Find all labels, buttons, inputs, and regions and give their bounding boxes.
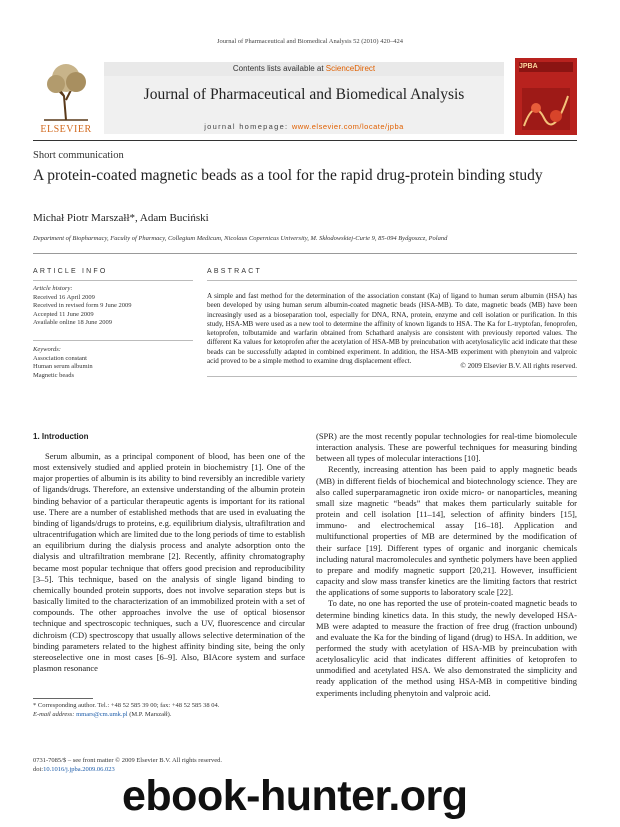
article-title: A protein-coated magnetic beads as a tool for the rapid drug-protein binding study [33, 167, 543, 184]
article-type: Short communication [33, 150, 124, 161]
contents-prefix: Contents lists available at [232, 64, 326, 73]
paragraph: Recently, increasing attention has been paid to apply magnetic beads (MB) in different fields of biochemical and biotechnology science. They are also called superparamagnetic iron oxide micro- or nanoparticles, meaning small size magnetic “beads” that makes them particularly suitable for protein and cell isolation [11–14], selection of affinity binders [15], immuno- and electrochemical assay [16–18]. Application and multifunctional properties of MB are determined by the modification of their surface [19]. Different types of organic and inorganic chemicals including natural macromolecules and synthetic polymers have been applied to prepare and modify magnetic support [20,21]. However, insufficient capacity and slow mass transfer kinetics are the limiting factors that restrict the applications of some supports to laboratory scale [22]. [316, 464, 577, 598]
body-column-right [316, 431, 577, 699]
journal-homepage [104, 122, 504, 131]
cover-art [522, 88, 570, 130]
keyword-item: Magnetic beads [33, 371, 74, 379]
doi-link[interactable]: 10.1016/j.jpba.2009.06.023 [43, 765, 115, 773]
abstract-rule [207, 280, 577, 281]
abstract-end-rule [207, 376, 577, 377]
footnote [33, 702, 305, 719]
email-line [33, 711, 305, 720]
email-suffix: (M.P. Marszałł). [127, 710, 172, 718]
running-header: Journal of Pharmaceutical and Biomedical Analysis 52 (2010) 420–424 [217, 38, 403, 45]
footnote-rule [33, 698, 93, 699]
history-item: Received 16 April 2009 [33, 293, 95, 301]
history-item: Accepted 11 June 2009 [33, 310, 94, 318]
cover-title: JPBA [519, 63, 538, 70]
section-heading-introduction: 1. Introduction [33, 432, 89, 441]
watermark: ebook-hunter.org [122, 772, 468, 820]
history-item: Received in revised form 9 June 2009 [33, 302, 132, 310]
history-label: Article history: [33, 285, 73, 292]
history-item: Available online 18 June 2009 [33, 319, 112, 327]
homepage-link[interactable]: www.elsevier.com/locate/jpba [291, 122, 404, 131]
affiliation: Department of Biopharmacy, Faculty of Pharmacy, Collegium Medicum, Nicolaus Copernicus University, M. Skłodowskiej-Curie 9, 85-094 Bydgoszcz, Poland [33, 235, 448, 242]
title-rule [33, 253, 577, 254]
issn-line: 0731-7085/$ – see front matter © 2009 Elsevier B.V. All rights reserved. [33, 757, 222, 764]
keywords-rule [33, 340, 193, 341]
journal-title: Journal of Pharmaceutical and Biomedical Analysis [143, 86, 465, 103]
doi-label: doi: [33, 765, 44, 773]
header-rule [33, 140, 577, 141]
email-label: E-mail address: [33, 710, 77, 718]
paragraph: To date, no one has reported the use of protein-coated magnetic beads to determine binding kinetics data. In this study, the newly developed HSA-MB were adapted to measure the fraction of free drug (fraction unbound) and evaluate the Ka for the binding of ligand (drug) to HSA. In addition, we performed the study with acetylation of HSA-MB by preincubation with acetylosalicylic acid that indicates different affinities of ketoprofen to unmodified and acetylated HSA. We also demonstrated the simplicity and ready application of the method using HSA-MB in competitive binding experiments including phenytoin and valproic acid. [316, 598, 577, 698]
body-column-left [33, 451, 305, 674]
homepage-label: journal homepage: [204, 122, 292, 131]
contents-bar [104, 62, 504, 76]
keywords-label: Keywords: [33, 346, 61, 353]
article-info-rule [33, 280, 193, 281]
authors: Michał Piotr Marszałł*, Adam Buciński [33, 212, 209, 224]
email-link[interactable]: mmars@cm.umk.pl [76, 710, 128, 718]
paragraph: (SPR) are the most recently popular technologies for real-time biomolecule interaction analysis. These are powerful techniques for measuring binding between all types of molecular interactions [10]. [316, 431, 577, 464]
keyword-item: Association constant [33, 354, 87, 362]
paragraph: Serum albumin, as a principal component of blood, has been one of the most extensively studied and applied protein in biochemistry [1]. One of the major properties of albumin is its ability to bind reversibly an incredible variety of ligands/drugs. Therefore, an extensive understanding of the albumin protein binding behavior of a particular therapeutic agents is important for its rational use. There are a number of established methods that are used in evaluating the binding of ligands/drugs to proteins, e.g. equilibrium dialysis, ultrafiltration and ultracentrifugation which are limited due to the long periods of time to establish an equilibrium during the dialysis process and analyte adsorption onto the dialysis and ultrafiltration membrane [2]. Recently, affinity chromatography became most popular technique that offers good precision and reproducibility [3–5]. This technique, based on the analysis of single ligand binding to chemically bounded protein supports, does not involve separation steps but is basically limited to the characterization of an immobilized protein with a set of compounds. The other approaches involve the use of optical biosensor technique and spectroscopic techniques, such a UV, fluorescence and circular dichroism (CD) spectroscopy that usually allows selective determination of the binding parameters related to the highest affinity binding site, being the only stereoselective one in most cases [6–9]. Also, BIAcore system and surface plasmon resonance [33, 451, 305, 673]
keywords [33, 346, 193, 380]
article-info-heading: ARTICLE INFO [33, 268, 108, 275]
corresponding-author-note: * Corresponding author. Tel.: +48 52 585 39 00; fax: +48 52 585 38 04. [33, 702, 220, 709]
abstract-heading: ABSTRACT [207, 268, 262, 275]
keyword-item: Human serum albumin [33, 363, 93, 371]
abstract-text: A simple and fast method for the determination of the association constant (Ka) of ligand to human serum albumin (HSA) has been developed by using human serum albumin-coated magnetic beads (HSA-MB). To date, magnetic beads (MB) have been increasingly used as a bioseparation tool, especially for DNA, RNA, protein, enzyme and cell isolation or purification. In this study, HSA-MB were used as a new tool to determine the affinity of known ligands to HSA. The Ka for L-tryptofan, fenoprofen, ketoprofen, tolbutamide and warfarin obtained from Schathard analysis are consistent with previously reported values. The different Ka values for ketoprofen after the acetylation of HSA-MB by preincubation with acetylosalicylic acid indicate that these beads can be successfully adapted in combined experiment. In addition, the HSA-MB experiment with phenytoin and valproic acid proved to be a simple method to examine drug displacement effect. [207, 292, 577, 366]
article-history [33, 285, 193, 328]
sciencedirect-link[interactable]: ScienceDirect [325, 64, 376, 73]
publisher-name: ELSEVIER [40, 124, 92, 135]
elsevier-tree-logo [40, 60, 92, 122]
copyright-notice: © 2009 Elsevier B.V. All rights reserved. [460, 362, 577, 370]
